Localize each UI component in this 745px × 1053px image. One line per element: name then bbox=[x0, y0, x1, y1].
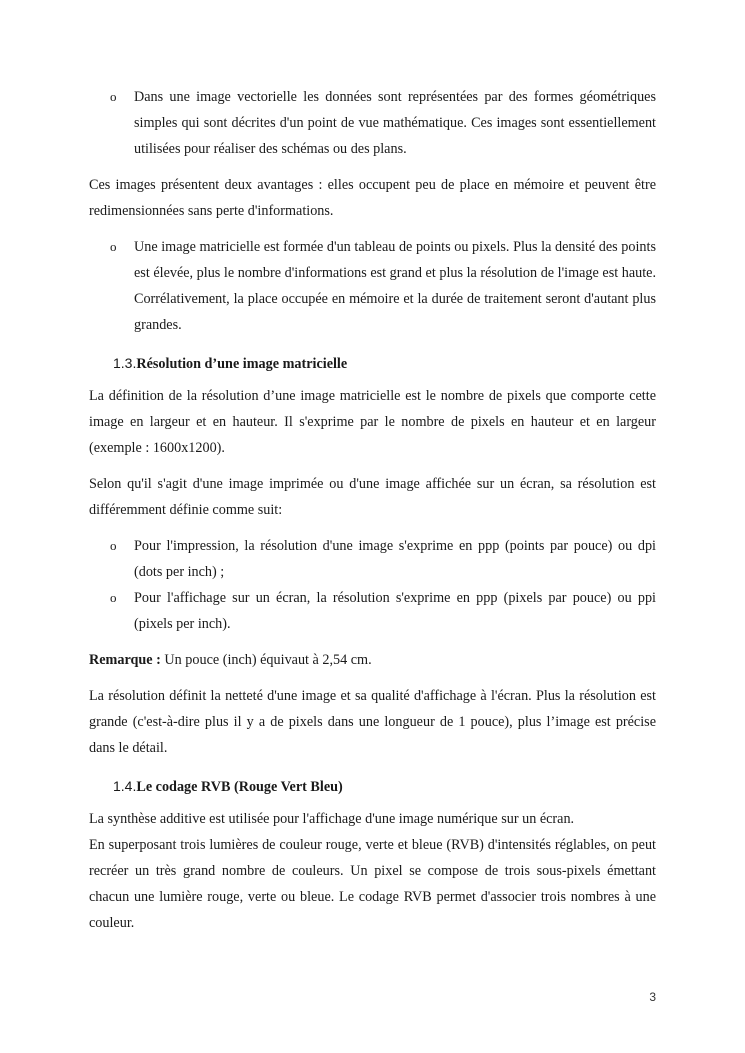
bullet-circle-icon: o bbox=[110, 239, 117, 254]
paragraph-additive-synthesis: La synthèse additive est utilisée pour l'affichage d'une image numérique sur un écran. bbox=[89, 811, 575, 827]
list-item bbox=[89, 234, 656, 338]
section-title: Le codage RVB (Rouge Vert Bleu) bbox=[136, 779, 343, 795]
list-item bbox=[89, 533, 656, 585]
section-heading-1-4 bbox=[89, 773, 656, 800]
list-item-text: Dans une image vectorielle les données sont représentées par des formes géométriques simples qui sont décrites d'un point de vue mathématique. Ces images sont essentiellement utilisées pour réaliser des schémas ou des plans. bbox=[134, 89, 656, 157]
section-number: 1.4. bbox=[113, 778, 137, 794]
section-heading-1-3 bbox=[89, 350, 656, 377]
paragraph-advantages: Ces images présentent deux avantages : elles occupent peu de place en mémoire et peuvent être redimensionnées sans perte d'informations. bbox=[89, 177, 656, 219]
document-page bbox=[89, 84, 656, 946]
list-item-text: Une image matricielle est formée d'un tableau de points ou pixels. Plus la densité des points est élevée, plus le nombre d'informations est grand et plus la résolution de l'image est haute. Corrélativement, la place occupée en mémoire et la durée de traitement seront d'autant plus grandes. bbox=[134, 239, 656, 333]
page-number: 3 bbox=[649, 990, 656, 1004]
section-number: 1.3. bbox=[113, 355, 137, 371]
section-title: Résolution d’une image matricielle bbox=[136, 356, 348, 372]
list-item bbox=[89, 585, 656, 637]
paragraph-sharpness: La résolution définit la netteté d'une image et sa qualité d'affichage à l'écran. Plus la résolution est grande (c'est-à-dire plus il y a de pixels dans une longueur de 1 pouce), plus l’image est précise dans le détail. bbox=[89, 688, 656, 756]
matrix-image-list bbox=[89, 234, 656, 338]
remark-paragraph bbox=[89, 647, 656, 673]
resolution-units-list bbox=[89, 533, 656, 637]
paragraph-resolution-definition: La définition de la résolution d’une image matricielle est le nombre de pixels que comporte cette image en largeur et en hauteur. Il s'exprime par le nombre de pixels en hauteur et en largeur (exemple : 1600x1200). bbox=[89, 388, 656, 456]
paragraph-resolution-context: Selon qu'il s'agit d'une image imprimée ou d'une image affichée sur un écran, sa résolution est différemment définie comme suit: bbox=[89, 476, 656, 518]
bullet-circle-icon: o bbox=[110, 89, 117, 104]
list-item bbox=[89, 84, 656, 162]
bullet-circle-icon: o bbox=[110, 590, 117, 605]
bullet-circle-icon: o bbox=[110, 538, 117, 553]
remark-text: Un pouce (inch) équivaut à 2,54 cm. bbox=[160, 652, 372, 668]
list-item-text: Pour l'impression, la résolution d'une image s'exprime en ppp (points par pouce) ou dpi (dots per inch) ; bbox=[134, 538, 656, 580]
paragraph-rgb-coding: En superposant trois lumières de couleur rouge, verte et bleue (RVB) d'intensités réglables, on peut recréer un très grand nombre de couleurs. Un pixel se compose de trois sous-pixels émettant chacun une lumière rouge, verte ou bleue. Le codage RVB permet d'associer trois nombres à une couleur. bbox=[89, 837, 656, 931]
vector-image-list bbox=[89, 84, 656, 162]
list-item-text: Pour l'affichage sur un écran, la résolution s'exprime en ppp (pixels par pouce) ou ppi (pixels per inch). bbox=[134, 590, 656, 632]
remark-label: Remarque : bbox=[89, 652, 161, 668]
